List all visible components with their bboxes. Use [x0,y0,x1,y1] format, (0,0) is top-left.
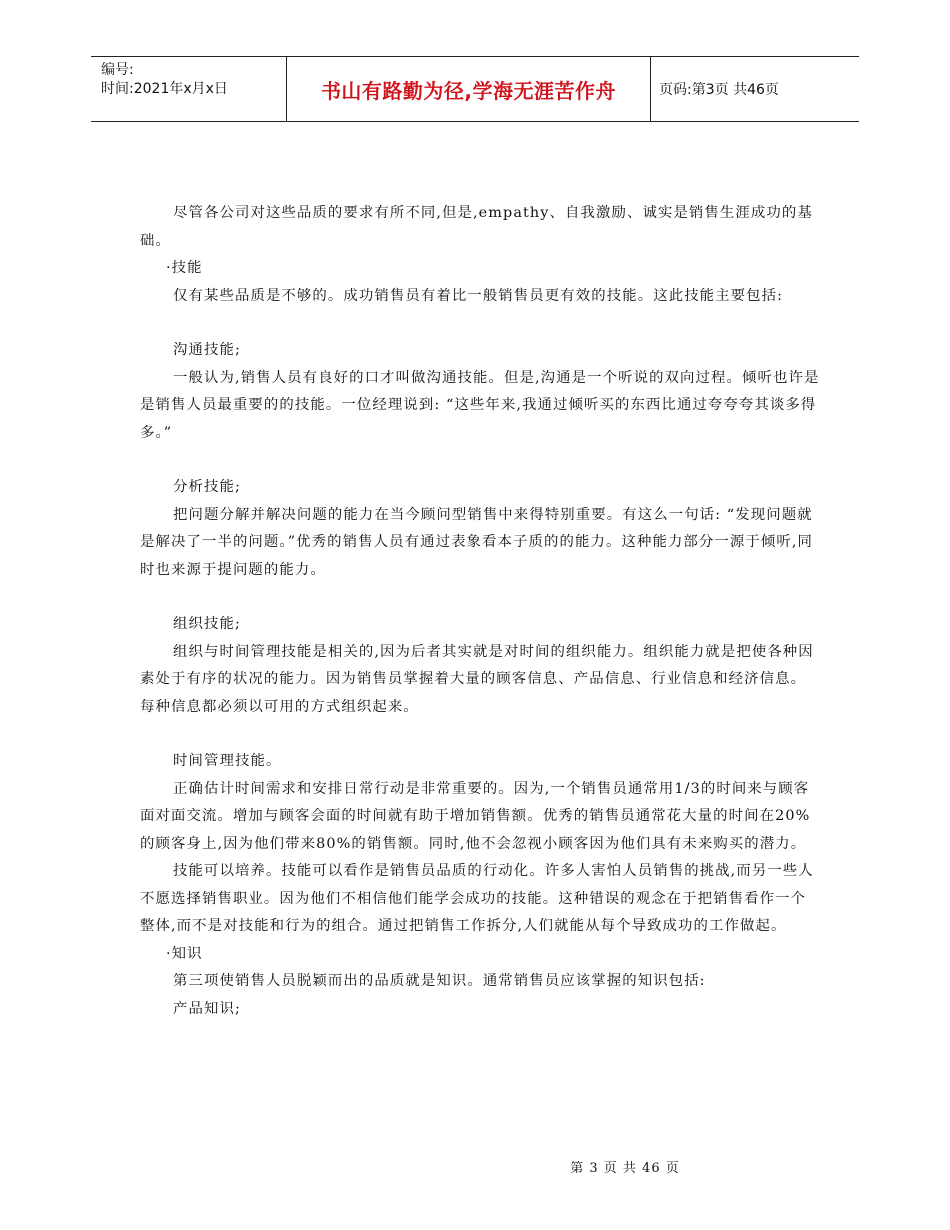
section-heading-knowledge: ·知识 [166,945,203,962]
paragraph: 仅有某些品质是不够的。成功销售员有着比一般销售员更有效的技能。这此技能主要包括: [173,287,784,304]
document-number-label: 编号: [101,62,134,78]
paragraph: 第三项使销售人员脱颖而出的品质就是知识。通常销售员应该掌握的知识包括: [173,973,706,989]
document-date-label: 时间:2021年x月x日 [101,81,228,97]
subheading-communication: 沟通技能; [173,342,241,358]
paragraph: 尽管各公司对这些品质的要求有所不同,但是,empathy、自我激励、诚实是销售生涯成功的基础。 [140,205,813,249]
header-page-label: 页码:第3页 共46页 [659,82,779,98]
header-table [91,56,859,122]
paragraph: 正确估计时间需求和安排日常行动是非常重要的。因为,一个销售员通常用1/3的时间来与顾客面对面交流。增加与顾客会面的时间就有助于增加销售额。优秀的销售员通常花大量的时间在20%的顾客身上,因为他们带来80%的销售额。同时,他不会忽视小顾客因为他们具有未来购买的潜力。 [140,780,811,852]
header-left-cell [91,57,287,121]
document-body [140,200,820,1023]
subheading-product-knowledge: 产品知识; [173,1000,241,1017]
paragraph: 把问题分解并解决问题的能力在当今顾问型销售中来得特别重要。有这么一句话: “发现问题就是解决了一半的问题。”优秀的销售人员有通过表象看本子质的的能力。这种能力部分一源于倾听,同时也来源于提问题的能力。 [140,506,814,578]
paragraph: 组织与时间管理技能是相关的,因为后者其实就是对时间的组织能力。组织能力就是把使各种因素处于有序的状况的能力。因为销售员掌握着大量的顾客信息、产品信息、行业信息和经济信息。每种信息都必须以可用的方式组织起来。 [140,643,814,715]
section-heading-skills: ·技能 [166,260,203,276]
subheading-time-management: 时间管理技能。 [173,753,282,769]
subheading-analysis: 分析技能; [173,479,241,495]
header-motto: 书山有路勤为径,学海无涯苦作舟 [287,57,651,121]
paragraph: 一般认为,销售人员有良好的口才叫做沟通技能。但是,沟通是一个听说的双向过程。倾听也许是是销售人员最重要的的技能。一位经理说到: “这些年来,我通过倾听买的东西比通过夸夸夸其谈多得多。” [140,369,820,441]
paragraph: 技能可以培养。技能可以看作是销售员品质的行动化。许多人害怕人员销售的挑战,而另一些人不愿选择销售职业。因为他们不相信他们能学会成功的技能。这种错误的观念在于把销售看作一个整体,而不是对技能和行为的组合。通过把销售工作拆分,人们就能从每个导致成功的工作做起。 [140,863,814,934]
page-footer: 第 3 页 共 46 页 [570,1161,680,1176]
subheading-organization: 组织技能; [173,616,241,632]
